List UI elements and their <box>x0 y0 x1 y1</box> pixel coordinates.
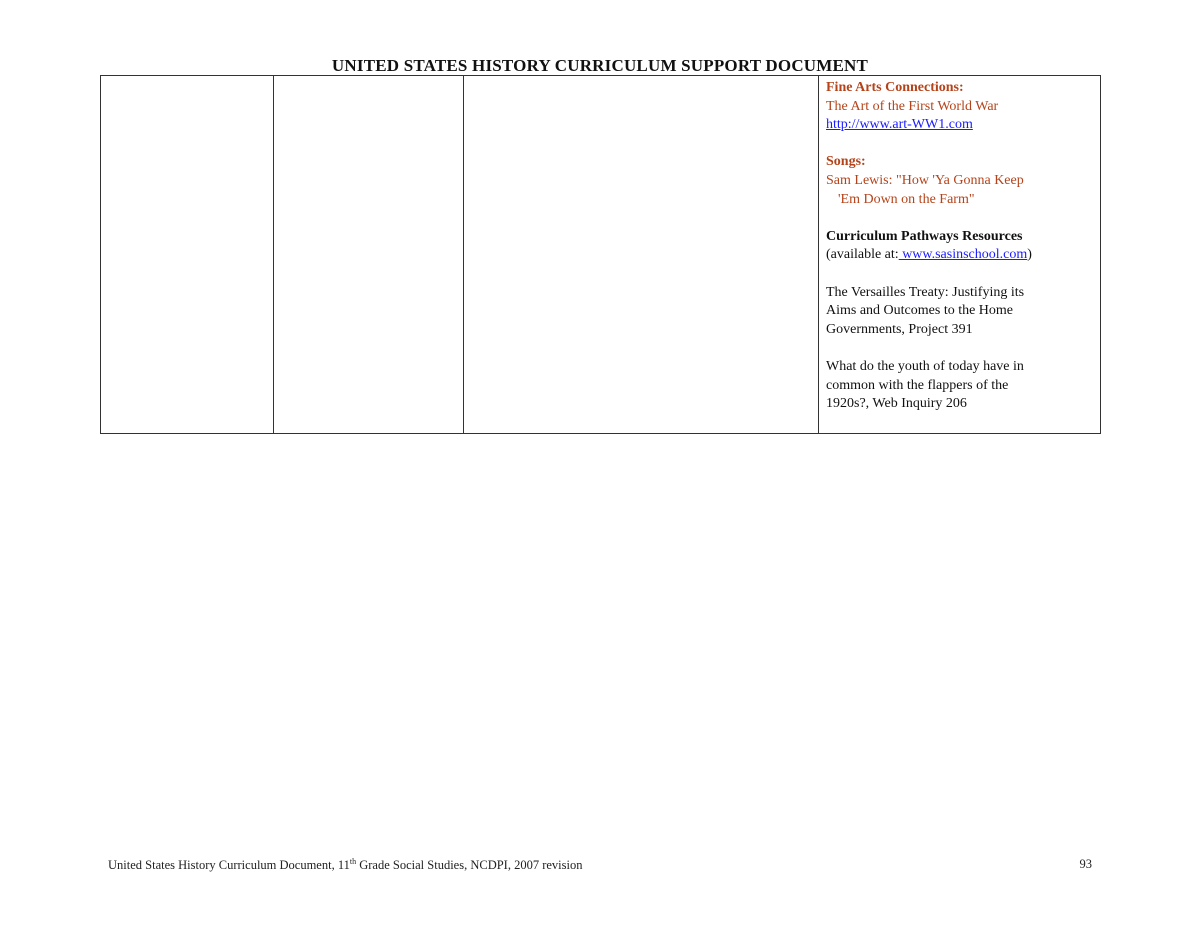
flappers-line-1: What do the youth of today have in <box>826 358 1024 374</box>
versailles-line-1: The Versailles Treaty: Justifying its <box>826 284 1025 300</box>
table-row <box>101 76 1101 434</box>
pathways-suffix: ) <box>1027 247 1032 263</box>
versailles-line-2: Aims and Outcomes to the Home <box>826 303 1014 319</box>
pathways-prefix: (available at: <box>826 247 899 263</box>
page-number: 93 <box>1079 857 1092 871</box>
curriculum-table <box>100 75 1101 434</box>
footer-text-start: United States History Curriculum Document, 11 <box>108 858 350 873</box>
footer-text <box>108 857 582 873</box>
song-line-2: 'Em Down on the Farm" <box>838 191 975 207</box>
songs-heading: Songs: <box>826 154 866 170</box>
fine-arts-title: The Art of the First World War <box>826 98 999 114</box>
flappers-line-2: common with the flappers of the <box>826 377 1009 393</box>
song-line-1: Sam Lewis: "How 'Ya Gonna Keep <box>826 172 1024 188</box>
art-ww1-link[interactable]: http://www.art-WW1.com <box>826 117 973 133</box>
footer-superscript: th <box>349 857 357 866</box>
sasinschool-link[interactable]: www.sasinschool.com <box>898 247 1028 263</box>
pathways-heading: Curriculum Pathways Resources <box>826 228 1023 244</box>
empty-cell-objective <box>101 76 274 434</box>
flappers-line-3: 1920s?, Web Inquiry 206 <box>826 396 967 412</box>
resources-cell <box>819 76 1101 434</box>
pathways-availability <box>826 246 1094 265</box>
fine-arts-heading: Fine Arts Connections: <box>826 80 964 95</box>
empty-cell-strategies <box>464 76 819 434</box>
versailles-line-3: Governments, Project 391 <box>826 321 973 337</box>
empty-cell-content <box>274 76 464 434</box>
document-title: UNITED STATES HISTORY CURRICULUM SUPPORT DOCUMENT <box>331 56 869 75</box>
footer-text-end: Grade Social Studies, NCDPI, 2007 revision <box>356 858 583 873</box>
